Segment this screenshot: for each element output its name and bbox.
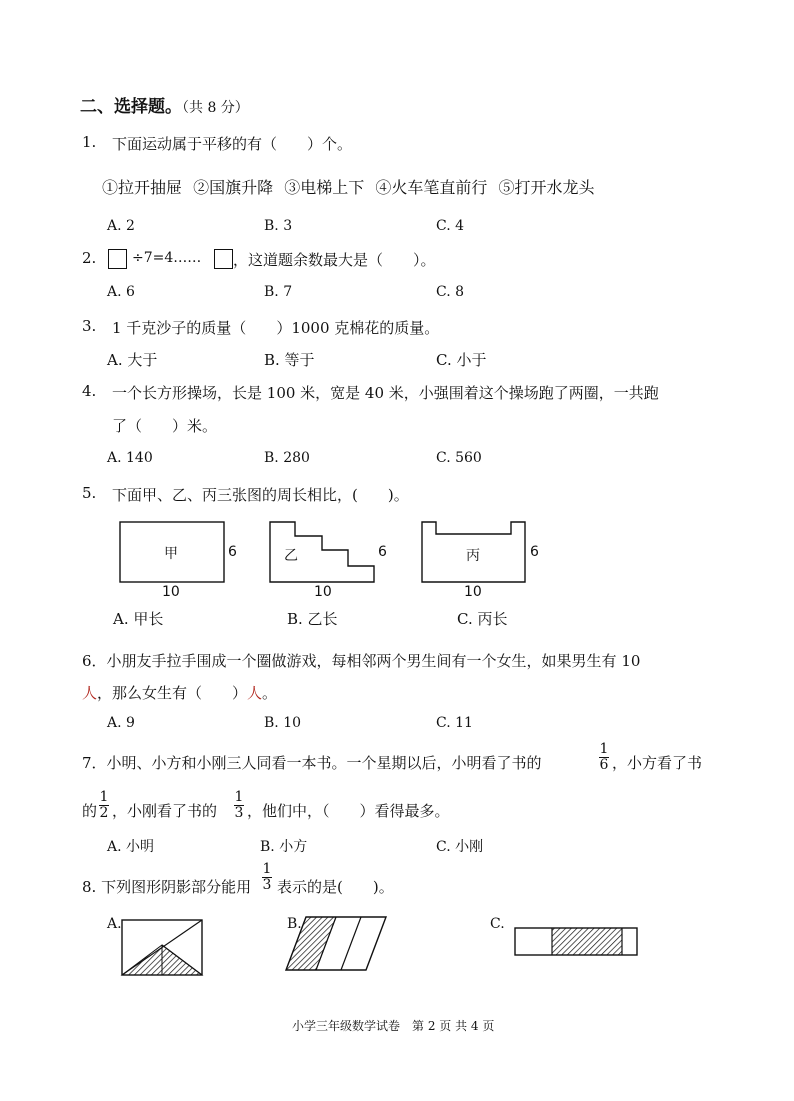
option-b[interactable]: B. 7 bbox=[264, 284, 293, 300]
question-6-red-word: 人 bbox=[82, 684, 98, 702]
figure-bing-label: 丙 bbox=[466, 548, 480, 564]
fraction-numerator: 1 bbox=[99, 789, 109, 805]
question-4-line-2: 了（ ）米。 bbox=[112, 417, 218, 435]
question-8-text-before: 8. 下列图形阴影部分能用 bbox=[82, 878, 252, 896]
question-6-mid: ，那么女生有（ ） bbox=[97, 684, 248, 702]
question-3-text: 1 千克沙子的质量（ ）1000 克棉花的质量。 bbox=[112, 319, 440, 337]
option-a[interactable]: A. 2 bbox=[107, 218, 135, 234]
figure-jia-label: 甲 bbox=[164, 546, 178, 562]
fraction-numerator: 1 bbox=[599, 741, 609, 757]
question-7-line-2-mid: ，小刚看了书的 bbox=[112, 802, 218, 820]
option-b[interactable]: B. 小方 bbox=[260, 839, 308, 855]
question-7-line-2-end: ，他们中，（ ）看得最多。 bbox=[247, 802, 450, 820]
option-a[interactable]: A. 大于 bbox=[107, 351, 158, 369]
option-c[interactable]: C. 560 bbox=[436, 450, 482, 466]
figure-b-parallelogram bbox=[286, 917, 386, 970]
figure-jia-width: 10 bbox=[162, 584, 180, 600]
question-1-text: 下面运动属于平移的有（ ）个。 bbox=[112, 135, 353, 153]
question-6-red-word: 人 bbox=[247, 684, 263, 702]
option-b[interactable]: B. 3 bbox=[264, 218, 293, 234]
option-c[interactable]: C. 8 bbox=[436, 284, 465, 300]
option-c-label[interactable]: C. bbox=[490, 916, 505, 932]
question-7-line-1: 7．小明、小方和小刚三人同看一本书。一个星期以后，小明看了书的 bbox=[82, 754, 542, 772]
question-6-line-1: 6．小朋友手拉手围成一个圈做游戏，每相邻两个男生间有一个女生，如果男生有 10 bbox=[82, 652, 641, 670]
figure-bing-height: 6 bbox=[530, 544, 539, 560]
question-3-number: 3. bbox=[82, 317, 97, 335]
question-7-line-2-start: 的 bbox=[82, 802, 98, 820]
question-4-line-1: 一个长方形操场，长是 100 米，宽是 40 米，小强围着这个操场跑了两圈，一共跑 bbox=[112, 384, 659, 402]
fraction-numerator: 1 bbox=[262, 861, 272, 877]
option-a[interactable]: A. 甲长 bbox=[113, 610, 164, 628]
question-2-number: 2. bbox=[82, 249, 97, 267]
question-1-item: ⑤打开水龙头 bbox=[498, 178, 595, 197]
section-title: 二、选择题。 bbox=[80, 97, 182, 117]
figure-jia-height: 6 bbox=[228, 544, 237, 560]
question-7-line-1-after: ，小方看了书 bbox=[612, 754, 703, 772]
question-6-end: 。 bbox=[262, 684, 278, 702]
option-b[interactable]: B. 10 bbox=[264, 715, 302, 731]
option-b[interactable]: B. 乙长 bbox=[287, 610, 338, 628]
option-a[interactable]: A. 小明 bbox=[107, 839, 155, 855]
figure-c-rectangle bbox=[515, 928, 637, 955]
page-footer: 小学三年级数学试卷 第 2 页 共 4 页 bbox=[292, 1019, 495, 1033]
option-a[interactable]: A. 9 bbox=[107, 715, 135, 731]
figure-yi-width: 10 bbox=[314, 584, 332, 600]
option-c[interactable]: C. 4 bbox=[436, 218, 465, 234]
option-b-label[interactable]: B. bbox=[287, 916, 302, 932]
question-5-number: 5. bbox=[82, 484, 97, 502]
figure-yi-label: 乙 bbox=[284, 548, 298, 564]
option-c[interactable]: C. 11 bbox=[436, 715, 473, 731]
figure-yi-height: 6 bbox=[378, 544, 387, 560]
option-b[interactable]: B. 等于 bbox=[264, 351, 315, 369]
fraction-numerator: 1 bbox=[234, 789, 244, 805]
option-c[interactable]: C. 丙长 bbox=[457, 610, 508, 628]
question-1-number: 1. bbox=[82, 133, 97, 151]
section-points: （共 8 分） bbox=[182, 100, 249, 116]
option-b[interactable]: B. 280 bbox=[264, 450, 310, 466]
figure-a-square bbox=[122, 920, 202, 975]
fraction-denominator: 2 bbox=[99, 805, 109, 821]
figure-bing-width: 10 bbox=[464, 584, 482, 600]
question-2-expression: ÷7=4…… bbox=[132, 250, 202, 266]
option-c[interactable]: C. 小于 bbox=[436, 351, 487, 369]
question-1-item: ③电梯上下 bbox=[284, 178, 365, 197]
question-1-item: ①拉开抽屉 bbox=[102, 178, 183, 197]
question-1-item: ④火车笔直前行 bbox=[375, 178, 488, 197]
option-a[interactable]: A. 6 bbox=[107, 284, 135, 300]
fraction-denominator: 6 bbox=[599, 757, 609, 773]
option-a[interactable]: A. 140 bbox=[107, 450, 153, 466]
fraction-denominator: 3 bbox=[234, 805, 244, 821]
fraction-denominator: 3 bbox=[262, 877, 272, 893]
option-a-label[interactable]: A. bbox=[107, 916, 122, 932]
question-1-item: ②国旗升降 bbox=[193, 178, 274, 197]
question-8-text-after: 表示的是( )。 bbox=[277, 878, 394, 896]
question-2-text: ，这道题余数最大是（ ）。 bbox=[233, 251, 436, 269]
option-c[interactable]: C. 小刚 bbox=[436, 839, 484, 855]
question-5-text: 下面甲、乙、丙三张图的周长相比，( )。 bbox=[112, 486, 409, 504]
question-4-number: 4. bbox=[82, 382, 97, 400]
